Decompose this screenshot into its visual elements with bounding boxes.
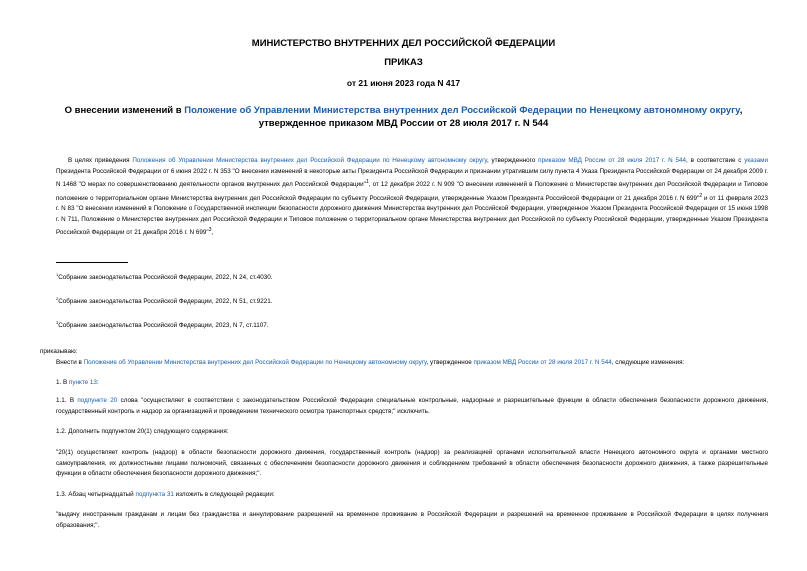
item-1-3-text-1: 1.3. Абзац четырнадцатый [56,491,136,498]
item-1-text-2: : [96,379,99,386]
intro-text-3: , следующие изменения: [611,359,685,366]
footnote-3: $^3$Собрание законодательства Российской Федерации, 2023, N 7, ст.1107. [56,320,269,330]
preamble-text-2: , утвержденного [486,157,539,164]
preamble-text-7: , [211,229,214,237]
preamble-text-3: , в соответствие с [686,157,745,164]
footnote-text-2: Собрание законодательства Российской Федерации, 2022, N 51, ст.9221. [58,298,273,306]
item-1 [56,378,768,389]
item-1-1-link[interactable]: подпункте 20 [77,397,118,404]
order-word: приказываю: [40,348,78,355]
preamble-text-5: , от 12 декабря 2022 г. N 909 "О внесении изменений в Положение о Министерстве внутренних дел Российской Федерации и Типовое положение о территориальном органе Министерства внутренних дел Российской Федерации по субъекту Российской Федерации, утвержденные Указом Президента Российской Федерации от 21 декабря 2016 г. N 699" [56,181,768,202]
intro-text-1: Внести в [56,359,84,366]
preamble-text-4: Президента Российской Федерации от 6 июня 2022 г. N 353 "О внесении изменений в некоторые акты Президента Российской Федерации и признании утратившим силу пункта 4 Указа Президента Российской Федерации от 24 декабря 2009 г. N 1468 "О мерах по совершенствованию деятельности органов внутренних дел Российской Федерации" [56,167,768,189]
ministry-heading: МИНИСТЕРСТВО ВНУТРЕННИХ ДЕЛ РОССИЙСКОЙ ФЕДЕРАЦИИ [251,38,556,49]
quote-2: "выдачу иностранным гражданам и лицам без гражданства и аннулирование разрешений на временное проживание в Российской Федерации и разрешений на временное проживание в Российской Федерации в целях получения образования;". [56,511,768,529]
preamble-text-6: и от 11 февраля 2023 г. N 83 "О внесении изменений в Положение о Государственной инспекции безопасности дорожного движения Министерства внутренних дел Российской Федерации, утвержденное Указом Президента Российской Федерации от 15 июня 1998 г. N 711, Положение о Министерстве внутренних дел Российской Федерации и Типовое положение о территориальном органе Министерства внутренних дел Российской по субъекту Российской Федерации, утвержденные Указом Президента Российской Федерации от 21 декабря 2016 г. N 699" [56,194,768,237]
item-1-text-1: 1. В [56,379,69,386]
intro-link-position[interactable]: Положение об Управлении Министерства внутренних дел Российской Федерации по Ненецкому автономному округу [83,359,427,366]
item-1-3 [56,490,768,501]
item-1-1-text-1: 1.1. В [56,397,78,404]
title-link[interactable]: Положение об Управлении Министерства внутренних дел Российской Федерации по Ненецкому автономному округу [184,105,740,116]
footnote-ref-1[interactable]: 1 [365,179,369,185]
quote-1: "20(1) осуществляет контроль (надзор) в области безопасности дорожного движения, государственный контроль (надзор) за реализацией органами исполнительной власти Ненецкого автономного округа и органами местного самоуправления, их должностными лицами полномочий, связанных с обеспечением безопасности дорожного движения и соблюдением требований в области обеспечения безопасности дорожного движения, а также разрешительные функции в области обеспечения безопасности дорожного движения;". [56,449,768,477]
item-1-3-text-2: изложить в следующей редакции: [173,491,275,498]
footnote-1: $^1$Собрание законодательства Российской Федерации, 2022, N 24, ст.4030. [56,272,273,282]
document-title [40,104,767,130]
item-1-2: 1.2. Дополнить подпунктом 20(1) следующего содержания: [56,428,229,435]
preamble-paragraph [56,156,768,239]
footnote-text-3: Собрание законодательства Российской Федерации, 2023, N 7, ст.1107. [58,322,269,330]
item-1-1 [56,396,768,417]
footnote-text-1: Собрание законодательства Российской Федерации, 2022, N 24, ст.4030. [58,274,273,282]
preamble-link-order[interactable]: приказом МВД России от 28 июля 2017 г. N 544 [538,157,686,164]
footnote-2: $^2$Собрание законодательства Российской Федерации, 2022, N 51, ст.9221. [56,296,273,306]
item-1-3-link[interactable]: подпункта 31 [135,491,174,498]
title-prefix: О внесении изменений в [64,105,185,116]
footnote-ref-2[interactable]: 2 [699,192,703,199]
intro-paragraph [56,358,768,369]
intro-link-order[interactable]: приказом МВД России от 28 июля 2017 г. N 544 [473,359,612,366]
item-1-1-text-2: слова "осуществляет в соответствии с законодательством Российской Федерации специальные контрольные, надзорные и разрешительные функции в области обеспечения безопасности дорожного движения, государственный контроль и надзор за организацией и проведением технического осмотра транспортных средств;" исключить. [56,397,768,415]
preamble-link-position[interactable]: Положения об Управлении Министерства внутренних дел Российской Федерации по Ненецкому автономному округу [132,157,487,164]
document-date-number: от 21 июня 2023 года N 417 [346,78,461,88]
footnote-divider [56,262,128,263]
footnote-ref-3[interactable]: 3 [208,227,212,234]
title-suffix: , утвержденное приказом МВД России от 28 июля 2017 г. N 544 [258,105,743,129]
preamble-text-1: В целях приведения [68,157,133,164]
intro-text-2: , утвержденное [426,359,474,366]
document-type: ПРИКАЗ [384,57,423,68]
preamble-link-decrees[interactable]: указами [744,157,768,164]
item-1-link[interactable]: пункте 13 [68,379,97,386]
